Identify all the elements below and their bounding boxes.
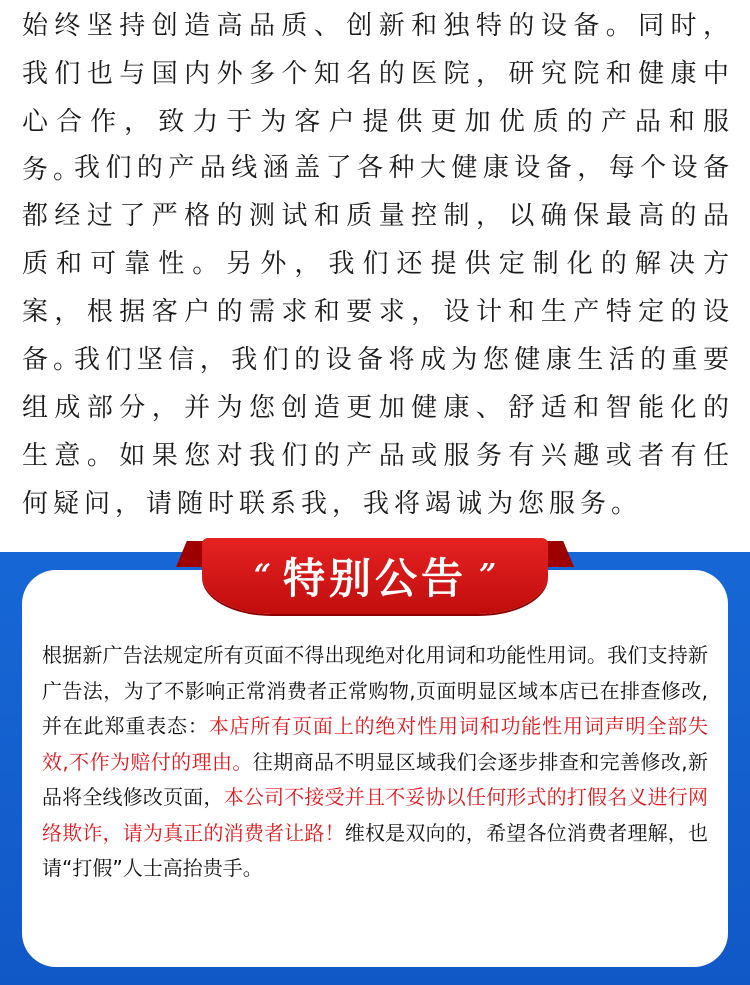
intro-paragraph-2: 我们的产品线涵盖了各种大健康设备，每个设备都经过了严格的测试和质量控制，以确保最高的品质和可靠性。另外，我们还提供定制化的解决方案，根据客户的需求和要求，设计和生产特定的设备。 — [22, 153, 734, 375]
notice-body — [42, 638, 708, 887]
notice-title: 特别公告 — [282, 554, 467, 603]
notice-text-segment: 往期商品不明显区域我们会逐步排查和完善修改,新品将全线修改页面， — [42, 749, 709, 809]
notice-highlight-warning: 本公司不接受并且不妥协以任何形式的打假名义进行网络欺诈，请为真正的消费者让路！ — [42, 785, 708, 845]
notice-title-ribbon — [202, 538, 548, 614]
notice-highlight-disclaimer: 本店所有页面上的绝对性用词和功能性用词声明全部失效,不作为赔付的理由。 — [42, 714, 709, 774]
title-close-quote: ” — [479, 558, 497, 593]
notice-text-segment: 维权是双向的，希望各位消费者理解，也请“打假”人士高抬贵手。 — [42, 820, 708, 880]
intro-paragraph-3: 我们坚信，我们的设备将成为您健康生活的重要组成部分，并为您创造更加健康、舒适和智能化的生意。如果您对我们的产品或服务有兴趣或者有任何疑问，请随时联系我，我将竭诚为您服务。 — [22, 345, 734, 519]
title-open-quote: “ — [253, 558, 271, 593]
notice-text-segment: 根据新广告法规定所有页面不得出现绝对化用词和功能性用词。我们支持新广告法，为了不影响正常消费者正常购物,页面明显区域本店已在排查修改,并在此郑重表态： — [42, 643, 708, 738]
intro-paragraph-1: 始终坚持创造高品质、创新和独特的设备。同时，我们也与国内外多个知名的医院，研究院和健康中心合作，致力于为客户提供更加优质的产品和服务。 — [22, 11, 734, 185]
